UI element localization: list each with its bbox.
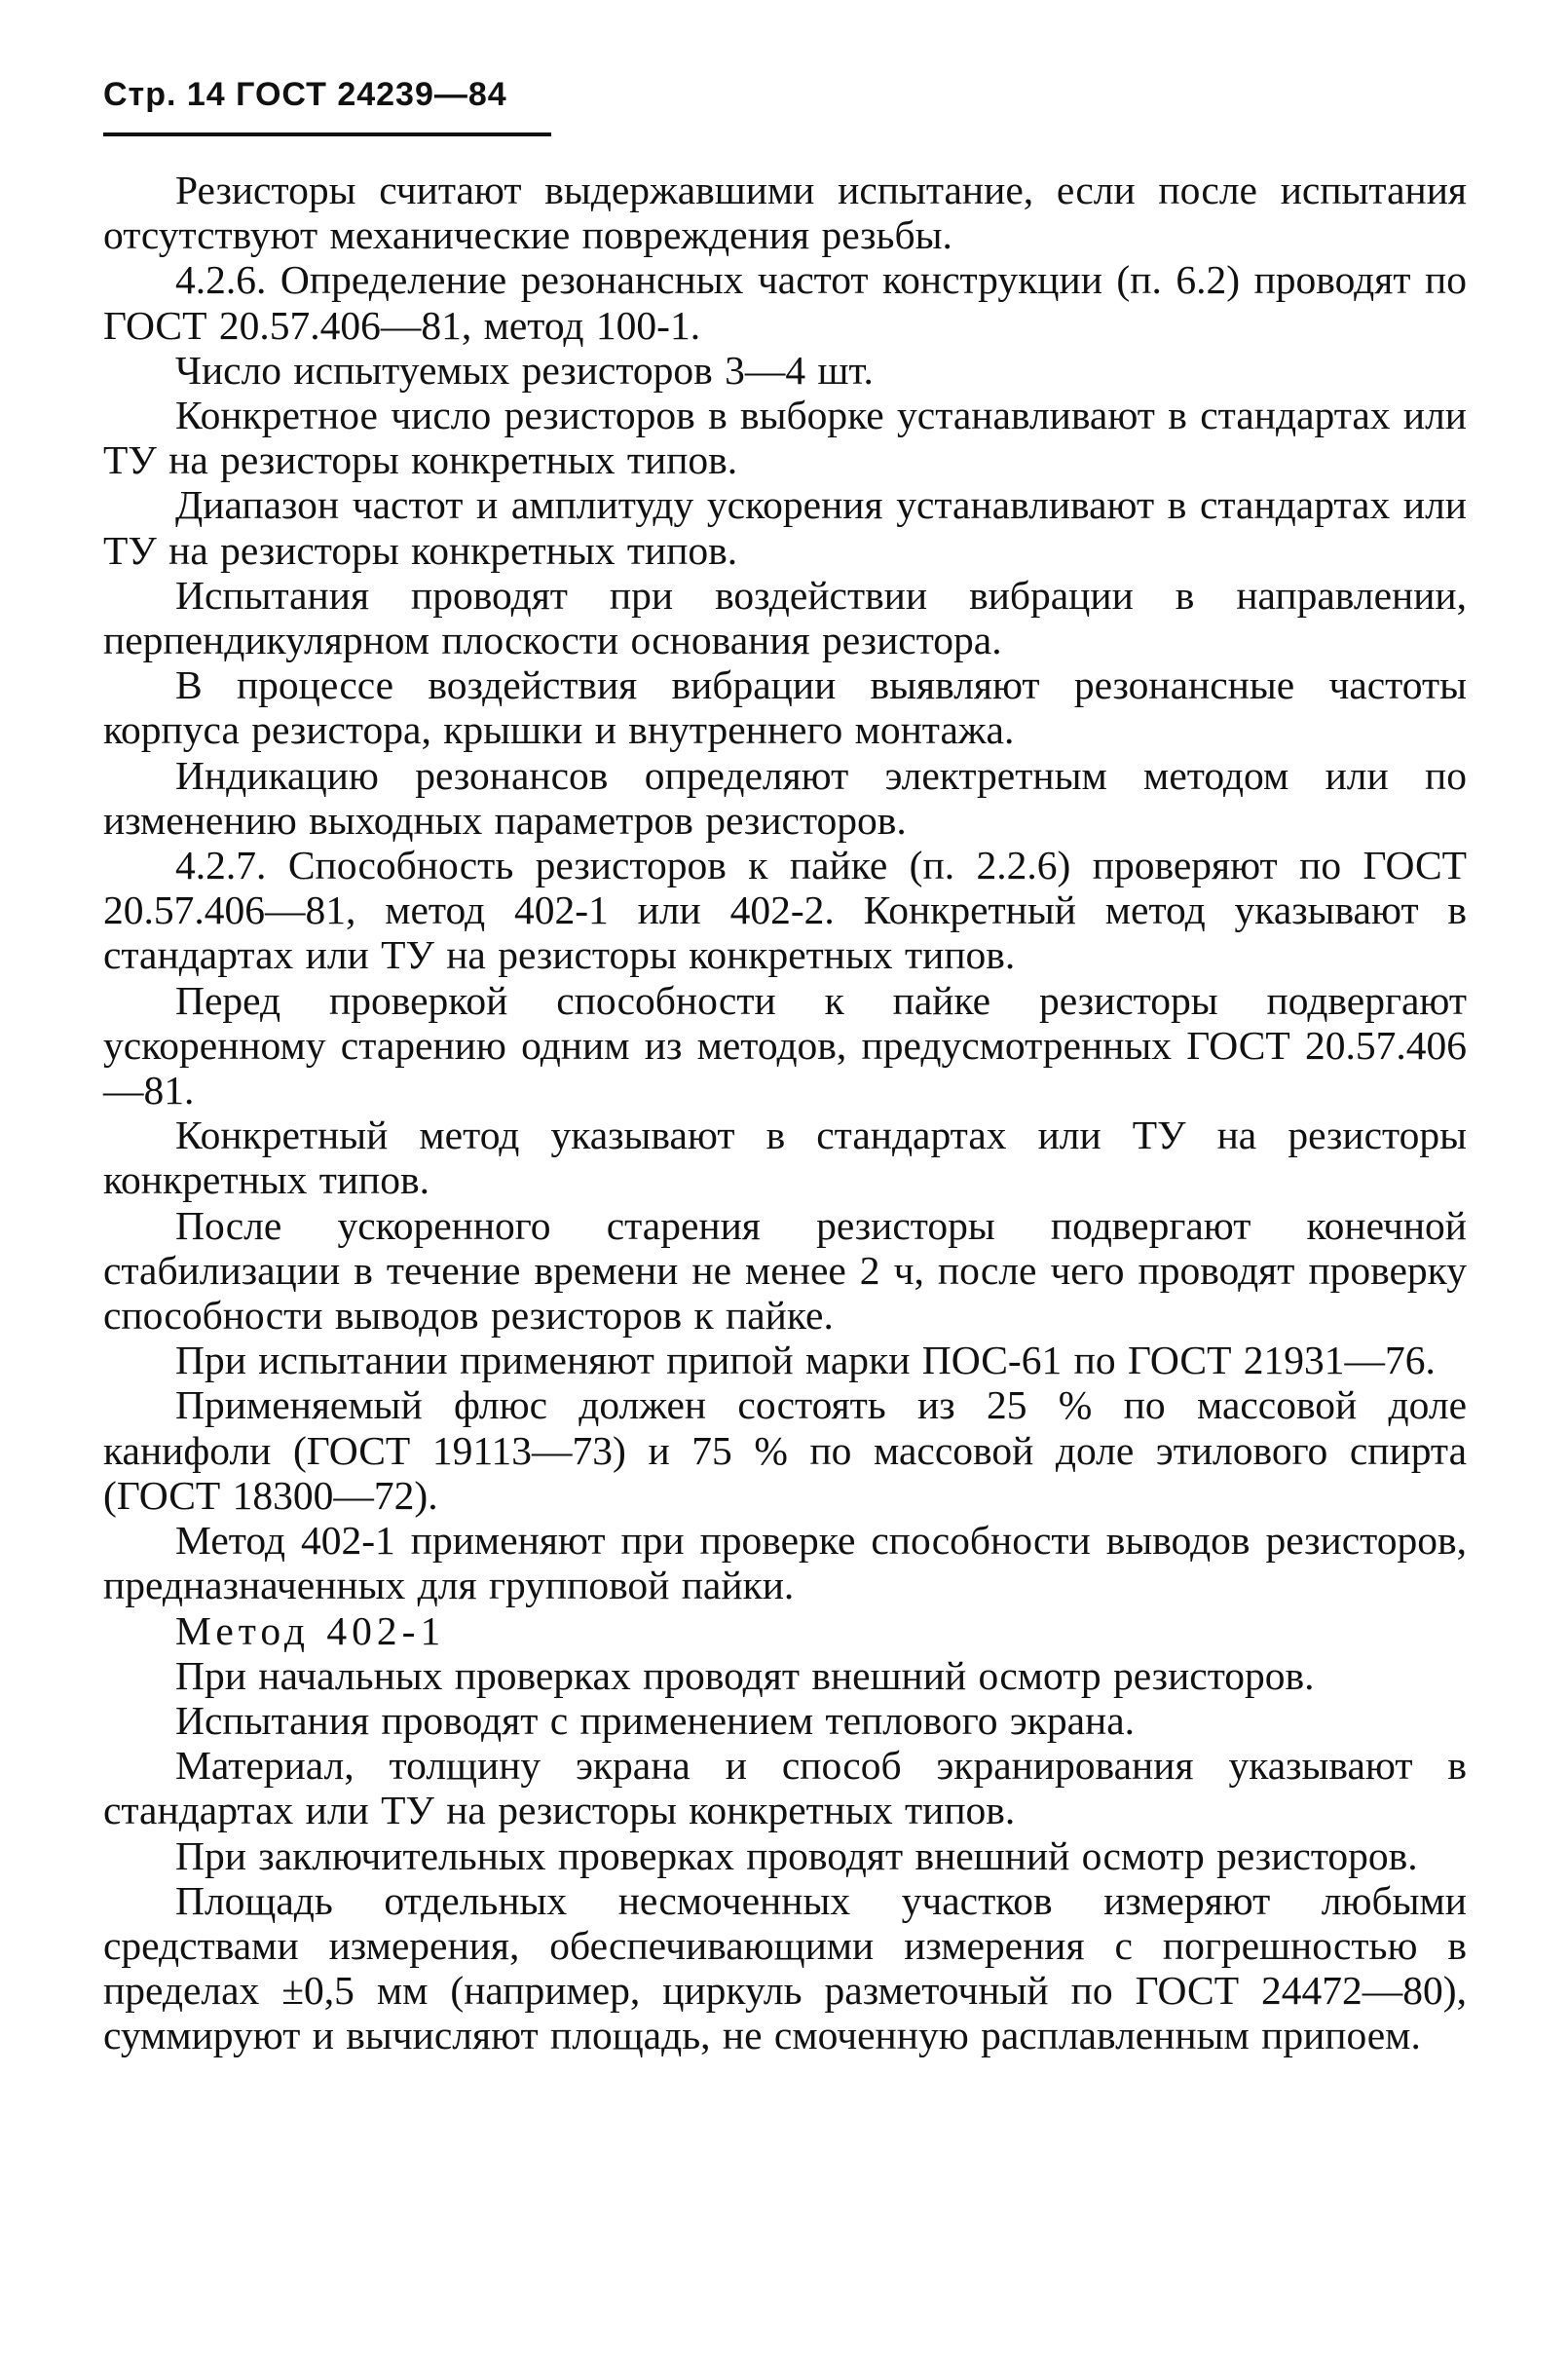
method-subheading: Метод 402-1 [175,1607,446,1653]
paragraph: Индикацию резонансов определяют электретным методом или по изменению выходных параметров резисторов. [103,752,1467,843]
paragraph: После ускоренного старения резисторы подвергают конечной стабилизации в течение времени не менее 2 ч, после чего проводят проверку способности выводов резисторов к пайке. [103,1202,1467,1339]
paragraph: Применяемый флюс должен состоять из 25 % по массовой доле канифоли (ГОСТ 19113—73) и 75 % по массовой доле этилового спирта (ГОСТ 18300—72). [103,1382,1467,1518]
paragraph: При заключительных проверках проводят внешний осмотр резисторов. [175,1832,1418,1878]
document-page [103,70,1467,2058]
paragraph: В процессе воздействия вибрации выявляют резонансные частоты корпуса резистора, крышки и внутреннего монтажа. [103,662,1467,753]
paragraph: Диапазон частот и амплитуду ускорения устанавливают в стандартах или ТУ на резисторы конкретных типов. [103,482,1467,573]
paragraph: Площадь отдельных несмоченных участков измеряют любыми средствами измерения, обеспечивающими измерения с погрешностью в пределах ±0,5 мм (например, циркуль разметочный по ГОСТ 24472—80), суммируют и вычисляют площадь, не смоченную расплавленным припоем. [103,1877,1467,2058]
paragraph: Испытания проводят с применением теплового экрана. [175,1697,1136,1743]
section-4-2-6-paragraph: 4.2.6. Определение резонансных частот конструкции (п. 6.2) проводят по ГОСТ 20.57.406—81, метод 100-1. [103,257,1467,348]
paragraph: Число испытуемых резисторов 3—4 шт. [175,347,874,393]
paragraph: Конкретный метод указывают в стандартах или ТУ на резисторы конкретных типов. [103,1113,1467,1203]
paragraph: При начальных проверках проводят внешний осмотр резисторов. [175,1652,1315,1698]
page-header: Стр. 14 ГОСТ 24239—84 [103,76,507,113]
header-rule [103,132,551,136]
paragraph: Материал, толщину экрана и способ экранирования указывают в стандартах или ТУ на резисторы конкретных типов. [103,1743,1467,1833]
section-4-2-7-paragraph: 4.2.7. Способность резисторов к пайке (п. 2.2.6) проверяют по ГОСТ 20.57.406—81, метод 402-1 или 402-2. Конкретный метод указывают в стандартах или ТУ на резисторы конкретных типов. [103,843,1467,978]
paragraph: Испытания проводят при воздействии вибрации в направлении, перпендикулярном плоскости основания резистора. [103,572,1467,663]
document-body [103,168,1467,2058]
paragraph: Перед проверкой способности к пайке резисторы подвергают ускоренному старению одним из методов, предусмотренных ГОСТ 20.57.406—81. [103,977,1467,1113]
paragraph: Метод 402-1 применяют при проверке способности выводов резисторов, предназначенных для групповой пайки. [103,1518,1467,1608]
paragraph: Конкретное число резисторов в выборке устанавливают в стандартах или ТУ на резисторы конкретных типов. [103,393,1467,483]
paragraph: Резисторы считают выдержавшими испытание, если после испытания отсутствуют механические повреждения резьбы. [103,168,1467,258]
paragraph: При испытании применяют припой марки ПОС-61 по ГОСТ 21931—76. [175,1338,1436,1383]
